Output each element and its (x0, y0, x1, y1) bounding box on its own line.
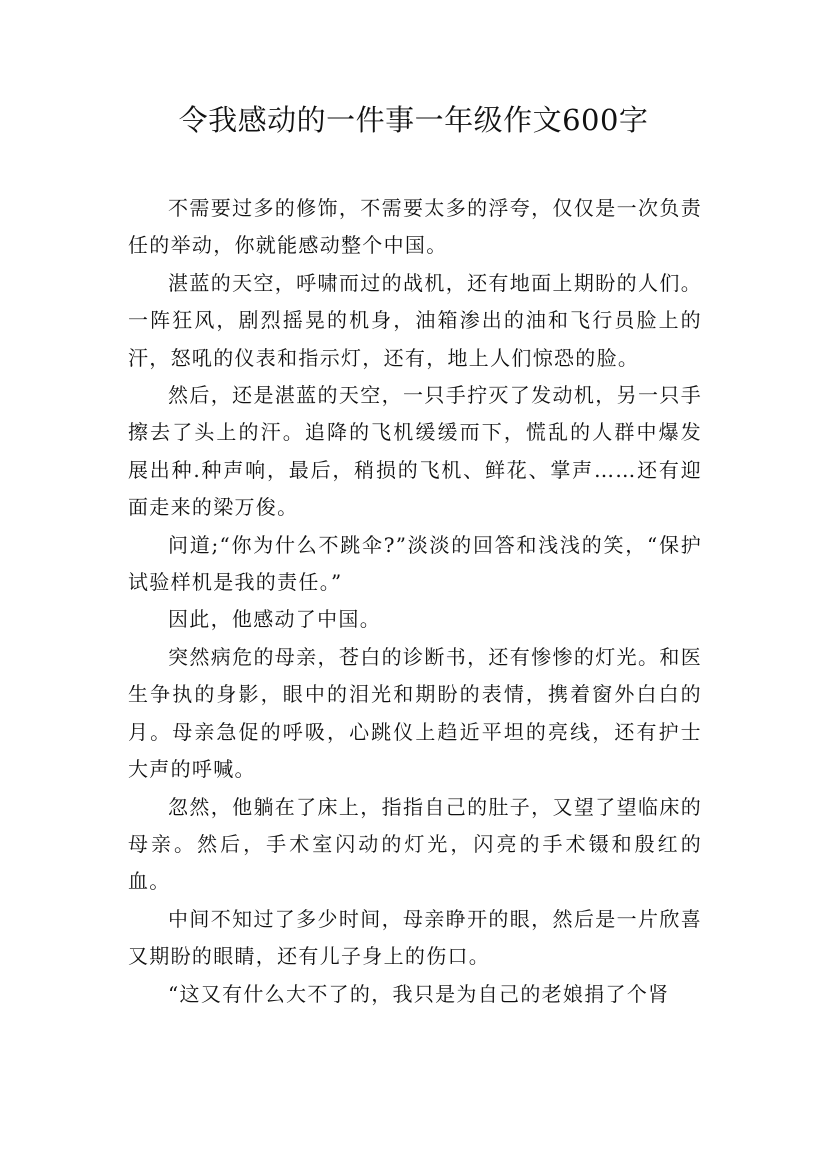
document-title: 令我感动的一件事一年级作文600字 (178, 103, 649, 137)
paragraph: 不需要过多的修饰，不需要太多的浮夸，仅仅是一次负责任的举动，你就能感动整个中国。 (128, 196, 702, 258)
paragraph: 湛蓝的天空，呼啸而过的战机，还有地面上期盼的人们。一阵狂风，剧烈摇晃的机身，油箱渗出的油和飞行员脸上的汗，怒吼的仪表和指示灯，还有，地上人们惊恐的脸。 (128, 270, 702, 370)
paragraph: 中间不知过了多少时间，母亲睁开的眼，然后是一片欣喜又期盼的眼睛，还有儿子身上的伤口。 (128, 906, 702, 969)
paragraph: 因此，他感动了中国。 (168, 607, 381, 632)
paragraph: 突然病危的母亲，苍白的诊断书，还有惨惨的灯光。和医生争执的身影，眼中的泪光和期盼的表情，携着窗外白白的月。母亲急促的呼吸，心跳仪上趋近平坦的亮线，还有护士大声的呼喊。 (128, 644, 702, 782)
paragraph: “这又有什么大不了的，我只是为自己的老娘捐了个肾 (168, 981, 670, 1006)
paragraph: 忽然，他躺在了床上，指指自己的肚子，又望了望临床的母亲。然后，手术室闪动的灯光，闪亮的手术镊和殷红的血。 (128, 794, 702, 894)
document-body (128, 190, 702, 1013)
paragraph: 问道;“你为什么不跳伞?”淡淡的回答和浅浅的笑，“保护试验样机是我的责任。” (128, 532, 702, 595)
paragraph: 然后，还是湛蓝的天空，一只手拧灭了发动机，另一只手擦去了头上的汗。追降的飞机缓缓而下，慌乱的人群中爆发展出种.种声响，最后，稍损的飞机、鲜花、掌声……还有迎面走来的梁万俊。 (128, 383, 702, 520)
